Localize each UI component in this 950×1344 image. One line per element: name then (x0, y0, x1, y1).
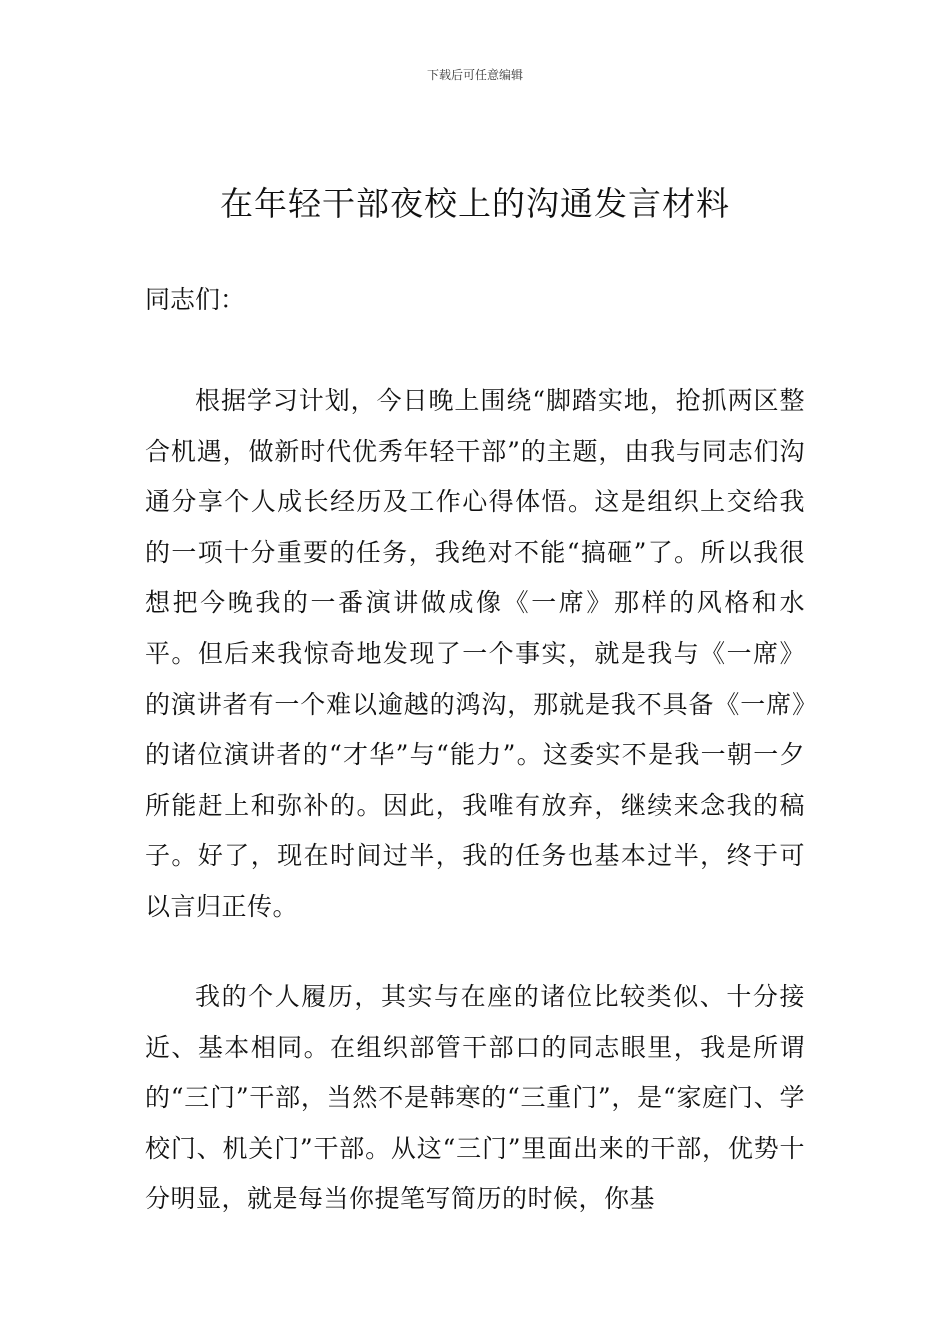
salutation: 同志们： (145, 285, 246, 314)
document-title: 在年轻干部夜校上的沟通发言材料 (220, 184, 730, 223)
header-note: 下载后可任意编辑 (426, 68, 523, 82)
body-paragraph-1: 根据学习计划，今日晚上围绕“脚踏实地，抢抓两区整合机遇，做新时代优秀年轻干部”的主题，由我与同志们沟通分享个人成长经历及工作心得体悟。这是组织上交给我的一项十分重要的任务，我绝对不能“搞砸”了。所以我很想把今晚我的一番演讲做成像《一席》那样的风格和水平。但后来我惊奇地发现了一个事实，就是我与《一席》的演讲者有一个难以逾越的鸿沟，那就是我不具备《一席》的诸位演讲者的“才华”与“能力”。这委实不是我一朝一夕所能赶上和弥补的。因此，我唯有放弃，继续来念我的稿子。好了，现在时间过半，我的任务也基本过半，终于可以言归正传。 (145, 386, 805, 921)
body-paragraph-2: 我的个人履历，其实与在座的诸位比较类似、十分接近、基本相同。在组织部管干部口的同志眼里，我是所谓的“三门”干部，当然不是韩寒的“三重门”，是“家庭门、学校门、机关门”干部。从这“三门”里面出来的干部，优势十分明显，就是每当你提笔写简历的时候，你基 (145, 982, 805, 1214)
